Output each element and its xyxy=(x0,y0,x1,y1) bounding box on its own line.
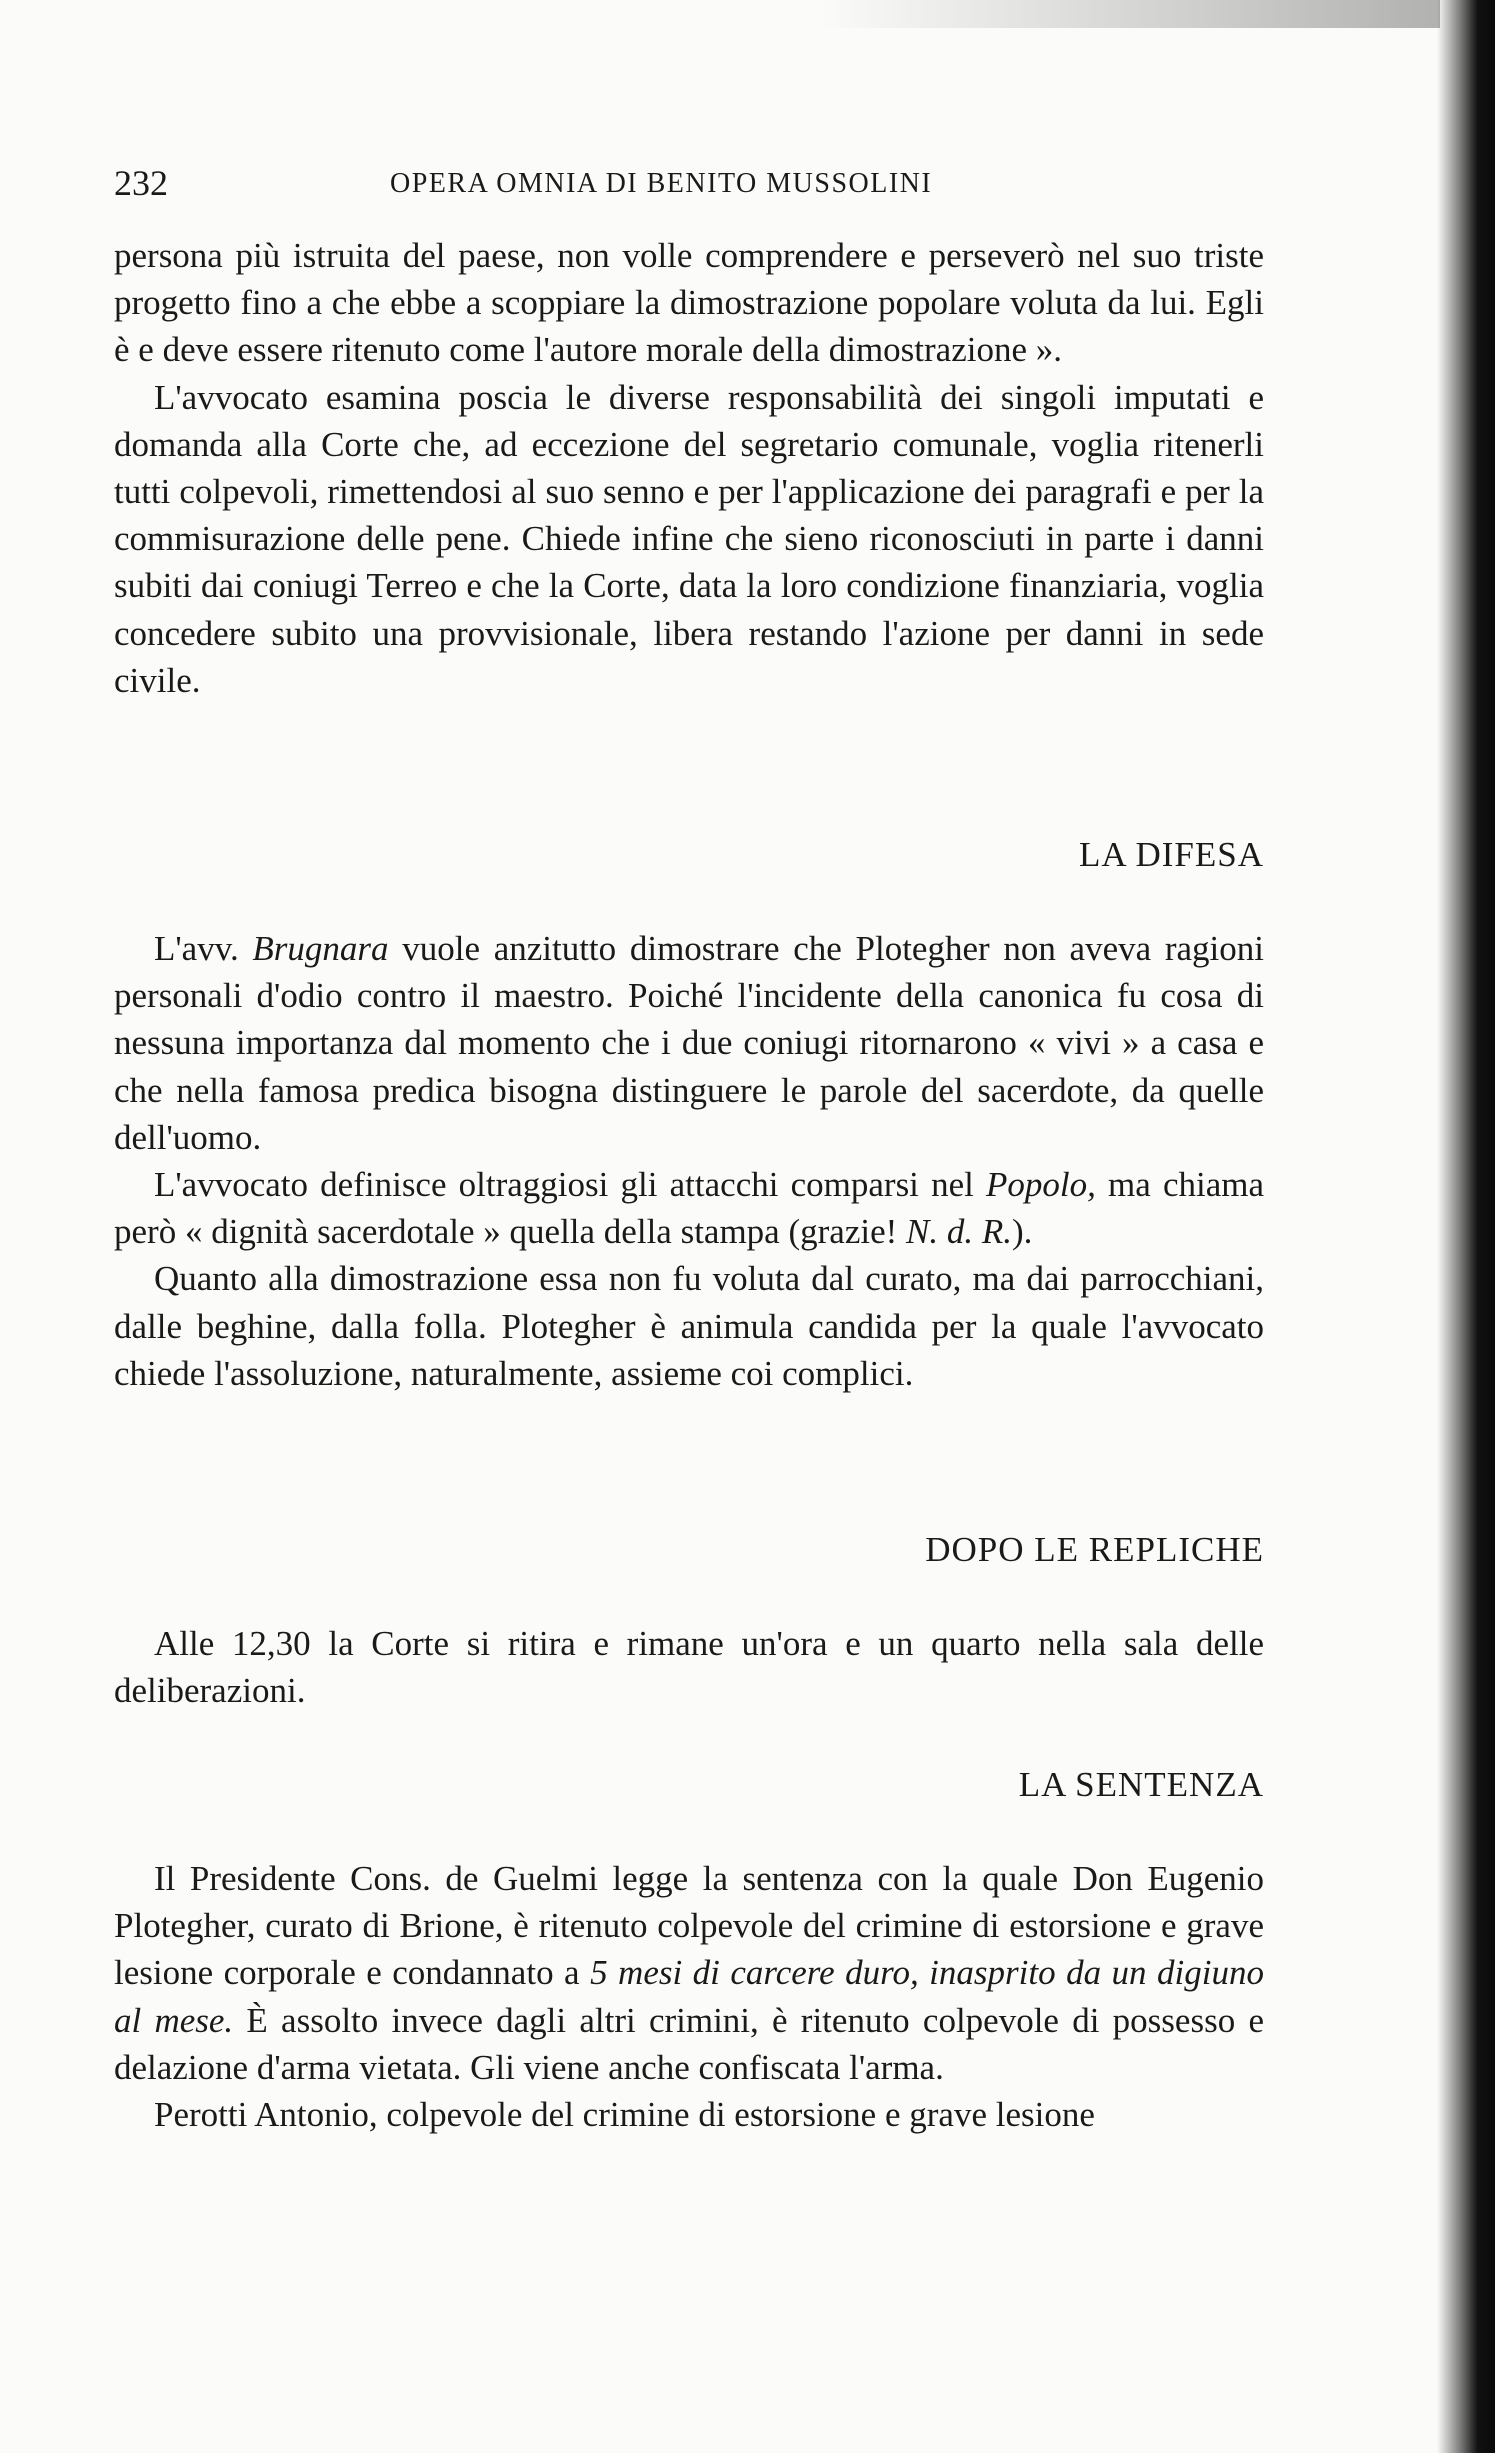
running-head: OPERA OMNIA DI BENITO MUSSOLINI xyxy=(390,168,933,199)
text: È assolto invece dagli altri crimini, è ritenuto colpevole di possesso e delazione d'arma vietata. Gli viene anche confiscata l'arma. xyxy=(114,2000,1264,2087)
scan-artifact xyxy=(820,0,1440,28)
paragraph: L'avvocato esamina poscia le diverse responsabilità dei singoli imputati e domanda alla Corte che, ad eccezione del segretario comunale, voglia ritenerli tutti colpevoli, rimettendosi al suo senno e per l'applicazione dei paragrafi e per la commisurazione delle pene. Chiede infine che sieno riconosciuti in parte i danni subiti dai coniugi Terreo e che la Corte, data la loro condizione finanziaria, voglia concedere subito una provvisionale, libera restando l'azione per danni in sede civile. xyxy=(114,377,1264,700)
section-title-difesa: LA DIFESA xyxy=(1079,835,1264,874)
paragraph: Alle 12,30 la Corte si ritira e rimane un'ora e un quarto nella sala delle deliberazioni. xyxy=(114,1624,1264,1711)
section-title-repliche: DOPO LE REPLICHE xyxy=(925,1530,1264,1569)
text: L'avvocato definisce oltraggiosi gli attacchi comparsi nel xyxy=(154,1165,986,1205)
text: Il Presidente Cons. de Guelmi legge la sentenza con la quale Don Eugenio Plotegher, curato di Brione, è ritenuto colpevole del crimine di estorsione e grave lesione corporale e condannato a xyxy=(114,1859,1264,1993)
text: ma chiama però « dignità sacerdotale » quella della stampa (grazie! xyxy=(114,1165,1264,1252)
text: ). xyxy=(1012,1212,1033,1252)
paragraph: Perotti Antonio, colpevole del crimine di estorsione e grave lesione xyxy=(154,2095,1095,2135)
paragraph xyxy=(114,1855,1264,2091)
text: vuole anzitutto dimostrare che Plotegher non aveva ragioni personali d'odio contro il maestro. Poiché l'incidente della canonica fu cosa di nessuna importanza dal momento che i due coniugi ritornarono « vivi » a casa e che nella famosa predica bisogna distinguere le parole del sacerdote, da quelle dell'uomo. xyxy=(114,929,1264,1157)
sentenza-block xyxy=(114,1855,1264,2138)
paragraph: Quanto alla dimostrazione essa non fu voluta dal curato, ma dai parrocchiani, dalle beghine, dalla folla. Plotegher è animula candida per la quale l'avvocato chiede l'assoluzione, naturalmente, assieme coi complici. xyxy=(114,1259,1264,1393)
italic-sentence: 5 mesi di carcere duro, inasprito da un digiuno al mese. xyxy=(114,1953,1264,2040)
text: L'avv. xyxy=(154,929,253,968)
italic-note: N. d. R. xyxy=(906,1212,1012,1252)
paragraph: persona più istruita del paese, non volle comprendere e perseverò nel suo triste progetto fino a che ebbe a scoppiare la dimostrazione popolare voluta da lui. Egli è e deve essere ritenuto come l'autore morale della dimostrazione ». xyxy=(114,236,1264,370)
book-binding-edge xyxy=(1437,0,1495,2453)
page-header xyxy=(114,162,1264,206)
section-title-sentenza: LA SENTENZA xyxy=(1018,1765,1264,1804)
repliche-block xyxy=(114,1620,1264,1714)
italic-title: Popolo, xyxy=(986,1165,1096,1205)
italic-name: Brugnara xyxy=(252,929,389,968)
paragraph xyxy=(114,1161,1264,1255)
closing-argument-block xyxy=(114,232,1264,704)
page-number: 232 xyxy=(114,163,168,203)
difesa-block xyxy=(114,925,1264,1397)
paragraph xyxy=(114,925,1264,1161)
